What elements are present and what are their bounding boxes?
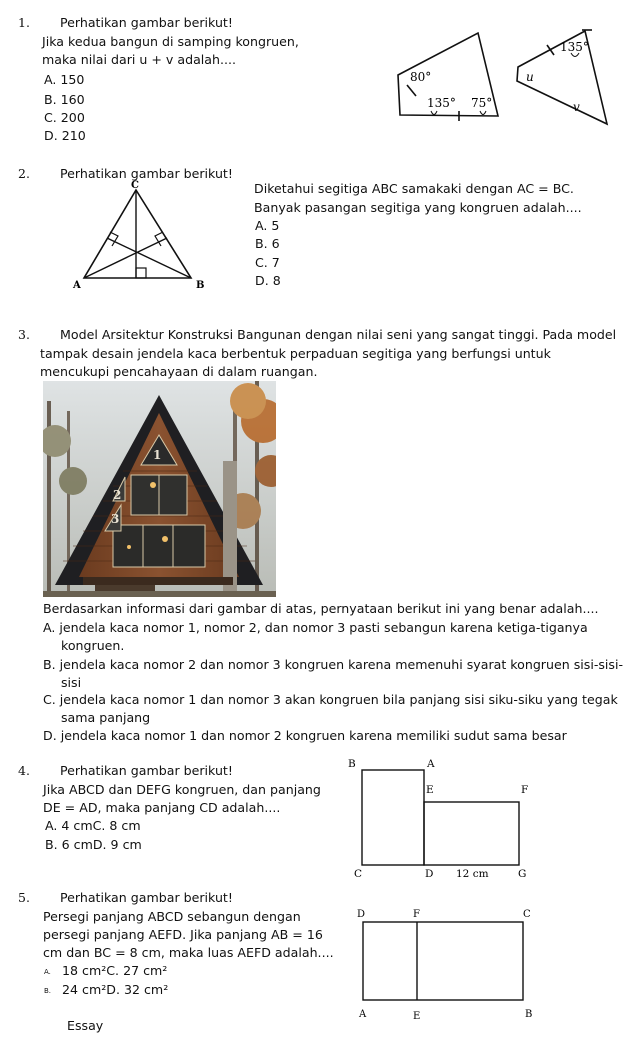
photo-label-1: 1 xyxy=(153,448,162,462)
q5-text-line2: persegi panjang AEFD. Jika panjang AB = 16 xyxy=(43,927,323,942)
q3-option-a-line1: A. jendela kaca nomor 1, nomor 2, dan nomor 3 pasti sebangun karena ketiga-tiganya xyxy=(43,620,588,635)
q4-text-line2: DE = AD, maka panjang CD adalah.... xyxy=(43,800,281,815)
q2-option-a: A. 5 xyxy=(255,218,280,233)
q2-number: 2. xyxy=(18,166,30,181)
q4-rectangle-abcd xyxy=(362,770,424,865)
q4-label-c: C xyxy=(354,868,363,880)
q4-number: 4. xyxy=(18,763,30,778)
q2-right-angle-mark xyxy=(110,232,118,246)
q1-label-v: v xyxy=(573,100,580,114)
q3-number: 3. xyxy=(18,327,30,342)
q5-label-c: C xyxy=(523,909,531,920)
q3-option-d: D. jendela kaca nomor 1 dan nomor 2 kongruen karena memiliki sudut sama besar xyxy=(43,728,567,743)
q4-options-b-d: B. 6 cmD. 9 cm xyxy=(45,837,142,852)
q5-label-b: B xyxy=(525,1009,533,1020)
q1-option-d: D. 210 xyxy=(44,128,86,143)
q2-vertex-b: B xyxy=(196,280,205,291)
q1-text-line1: Jika kedua bangun di samping kongruen, xyxy=(42,34,299,49)
q1-number: 1. xyxy=(18,15,30,30)
q2-figure xyxy=(60,172,220,292)
q2-heading: Perhatikan gambar berikut! xyxy=(60,166,233,181)
q2-option-c: C. 7 xyxy=(255,255,280,270)
q5-heading: Perhatikan gambar berikut! xyxy=(60,890,233,905)
q1-angle-arc xyxy=(480,111,486,115)
q2-text-line2: Banyak pasangan segitiga yang kongruen adalah.... xyxy=(254,200,582,215)
q3-option-b-line2: sisi xyxy=(61,675,82,690)
q1-option-b: B. 160 xyxy=(44,92,85,107)
photo-label-2: 2 xyxy=(113,488,122,502)
q2-text-line1: Diketahui segitiga ABC samakaki dengan AC = BC. xyxy=(254,181,574,196)
q1-option-a: A. 150 xyxy=(44,72,85,87)
q4-text-line1: Jika ABCD dan DEFG kongruen, dan panjang xyxy=(43,782,321,797)
q2-vertex-c: C xyxy=(131,180,139,191)
q5-label-d: D xyxy=(357,909,366,920)
q3-question: Berdasarkan informasi dari gambar di atas, pernyataan berikut ini yang benar adalah.... xyxy=(43,601,599,616)
q5-options-b-d: 24 cm²D. 32 cm² xyxy=(62,982,169,997)
q3-option-c-line2: sama panjang xyxy=(61,710,151,725)
q3-text-line2: tampak desain jendela kaca berbentuk perpaduan segitiga yang berfungsi untuk xyxy=(40,346,551,361)
q5-label-e: E xyxy=(413,1011,421,1022)
q5-option-b-letter: B. xyxy=(44,987,52,995)
q2-vertex-a: A xyxy=(73,280,81,291)
q1-label-u: u xyxy=(526,70,534,84)
q4-heading: Perhatikan gambar berikut! xyxy=(60,763,233,778)
q3-option-a-line2: kongruen. xyxy=(61,638,125,653)
q3-option-b-line1: B. jendela kaca nomor 2 dan nomor 3 kongruen karena memenuhi syarat kongruen sisi-sisi- xyxy=(43,657,624,672)
q4-label-e: E xyxy=(426,784,434,796)
essay-heading: Essay xyxy=(67,1018,104,1033)
q5-label-f: F xyxy=(413,909,420,920)
q5-options-a-c: 18 cm²C. 27 cm² xyxy=(62,963,168,978)
q2-option-d: D. 8 xyxy=(255,273,281,288)
q1-text-line2: maka nilai dari u + v adalah.... xyxy=(42,52,237,67)
q2-triangle-abc xyxy=(84,190,191,278)
q4-length-label: 12 cm xyxy=(456,868,489,880)
q4-figure xyxy=(340,755,540,880)
q1-angle-135-right: 135° xyxy=(560,40,589,54)
q5-text-line3: cm dan BC = 8 cm, maka luas AEFD adalah.... xyxy=(43,945,334,960)
q5-option-a-letter: A. xyxy=(44,968,51,976)
q5-figure xyxy=(355,900,545,1025)
q3-text-line1: Model Arsitektur Konstruksi Bangunan dengan nilai seni yang sangat tinggi. Pada model xyxy=(60,327,617,342)
q2-option-b: B. 6 xyxy=(255,236,280,251)
photo-label-3: 3 xyxy=(111,512,120,526)
q4-label-a: A xyxy=(427,758,435,770)
q1-tick-mark xyxy=(407,85,416,96)
q4-label-b: B xyxy=(348,758,356,770)
q4-label-g: G xyxy=(518,868,527,880)
q1-angle-80: 80° xyxy=(410,70,432,84)
q1-option-c: C. 200 xyxy=(44,110,85,125)
q1-angle-75: 75° xyxy=(471,96,493,110)
q3-house-photo xyxy=(43,381,276,597)
q3-text-line3: mencukupi pencahayaan di dalam ruangan. xyxy=(40,364,318,379)
q5-text-line1: Persegi panjang ABCD sebangun dengan xyxy=(43,909,301,924)
q2-right-angle-mark xyxy=(136,268,146,278)
q4-label-f: F xyxy=(521,784,529,796)
q4-label-d: D xyxy=(425,868,434,880)
q5-number: 5. xyxy=(18,890,30,905)
q1-heading: Perhatikan gambar berikut! xyxy=(60,15,233,30)
q5-label-a: A xyxy=(359,1009,367,1020)
q5-rectangle-abcd xyxy=(363,922,523,1000)
q1-figure xyxy=(395,25,610,135)
q4-options-a-c: A. 4 cmC. 8 cm xyxy=(45,818,141,833)
q4-rectangle-defg xyxy=(424,802,519,865)
q1-angle-135-left: 135° xyxy=(427,96,456,110)
q1-angle-arc xyxy=(431,111,437,115)
q3-option-c-line1: C. jendela kaca nomor 1 dan nomor 3 akan kongruen bila panjang sisi siku-siku yang tegak xyxy=(43,692,618,707)
